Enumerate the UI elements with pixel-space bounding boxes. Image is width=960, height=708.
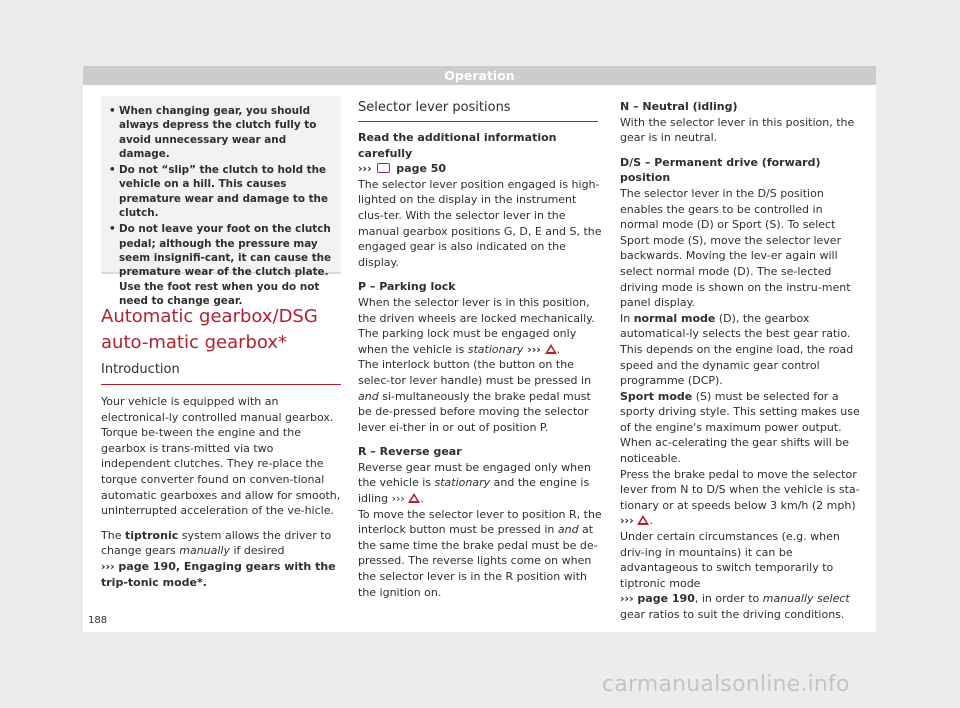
r-text-2: To move the selector lever to position R, the interlock button must be pressed in and at the same time the brake pedal must be de-pressed. The reverse lights come on when the selector lever is in the R position with the ignition on.	[358, 507, 602, 599]
watermark: carmanualsonline.info	[602, 672, 850, 697]
d-text: The selector lever in the D/S position enables the gears to be controlled in normal mode (D) or Sport (S). To select Sport mode (S), move the selector lever backwards. Moving the lev-er again will select normal mode (D). The se-lected driving mode is shown on the instru-ment panel display.	[620, 186, 851, 310]
warning-icon[interactable]	[408, 493, 420, 503]
under-text: Under certain circumstances (e.g. when driv-ing in mountains) it can be advantageous to switch temporarily to tiptronic mode ››› page 190, in order to manually select gear ratios to suit the driving conditions.	[620, 530, 850, 621]
page-header: Operation	[83, 66, 876, 85]
tiptronic-link[interactable]: ››› page 190, Engaging gears with the trip-tonic mode*.	[101, 559, 336, 589]
page-number: 188	[88, 615, 108, 626]
selector-title: Selector lever positions	[358, 100, 511, 115]
section-title: Automatic gearbox/DSG auto-matic gearbox*	[101, 306, 318, 353]
n-heading: N – Neutral (idling)	[620, 100, 738, 113]
sport-mode: Sport mode (S) must be selected for a sporty driving style. This setting makes use of the engine's maximum power output. When ac-celerating the gear shifts will be noticeable.	[620, 389, 860, 466]
divider	[358, 121, 598, 122]
d-heading: D/S – Permanent drive (forward) position	[620, 155, 821, 185]
intro-title: Introduction	[101, 362, 180, 377]
column-3	[620, 99, 860, 623]
page-190-link[interactable]: ››› page 190	[620, 592, 695, 606]
tiptronic-paragraph: The tiptronic system allows the driver to change gears manually if desired ››› page 190, Engaging gears with the trip-tonic mode*.	[101, 528, 336, 589]
brake-text: Press the brake pedal to move the selector lever from N to D/S when the vehicle is sta-tionary or at speeds below 3 km/h (2 mph) ››› .	[620, 467, 860, 528]
r-text: Reverse gear must be engaged only when the vehicle is stationary and the engine is idling ››› .	[358, 460, 591, 506]
warning-item: • Do not “slip” the clutch to hold the vehicle on a hill. This causes premature wear and damage to the clutch.	[109, 164, 328, 220]
warning-icon[interactable]	[545, 344, 557, 354]
warning-box	[101, 96, 341, 307]
warning-icon[interactable]	[637, 515, 649, 525]
book-icon	[377, 163, 390, 173]
n-text: With the selector lever in this position, the gear is in neutral.	[620, 115, 855, 145]
p-heading: P – Parking lock	[358, 280, 456, 294]
selector-paragraph: The selector lever position engaged is high-lighted on the display in the instrument clus-ter. With the selector lever in the manual gearbox positions G, D, E and S, the engaged gear is also indicated on the display.	[358, 177, 602, 269]
normal-mode: In normal mode (D), the gearbox automatical-ly selects the best gear ratio. This depends on the engine load, the road speed and the dynamic gear control programme (DCP).	[620, 311, 854, 388]
p-text: When the selector lever is in this position, the driven wheels are locked mechanically. The parking lock must be engaged only when the vehicle is stationary ››› .	[358, 295, 595, 356]
p-text-2: The interlock button (the button on the selec-tor lever handle) must be pressed in and si-multaneously the brake pedal must be de-pressed before moving the selector lever ei-ther in or out of position P.	[358, 358, 592, 434]
column-2	[358, 130, 602, 600]
read-more: Read the additional information carefully ››› page 50	[358, 131, 557, 176]
page-link[interactable]: page 50	[392, 162, 447, 176]
column-1	[101, 394, 341, 590]
warning-item: • When changing gear, you should always depress the clutch fully to avoid unnecessary wear and damage.	[109, 105, 317, 160]
warning-item: • Do not leave your foot on the clutch pedal; although the pressure may seem insignifi-cant, it can cause the premature wear of the clutch plate. Use the foot rest when you do not need to change gear.	[109, 223, 332, 307]
r-heading: R – Reverse gear	[358, 445, 462, 459]
divider	[101, 384, 341, 385]
intro-paragraph: Your vehicle is equipped with an electronical-ly controlled manual gearbox. Torque be-tween the engine and the gearbox is trans-mitted via two independent clutches. They re-place the torque converter found on conven-tional automatic gearboxes and allow for smooth, uninterrupted acceleration of the ve-hicle.	[101, 395, 341, 518]
